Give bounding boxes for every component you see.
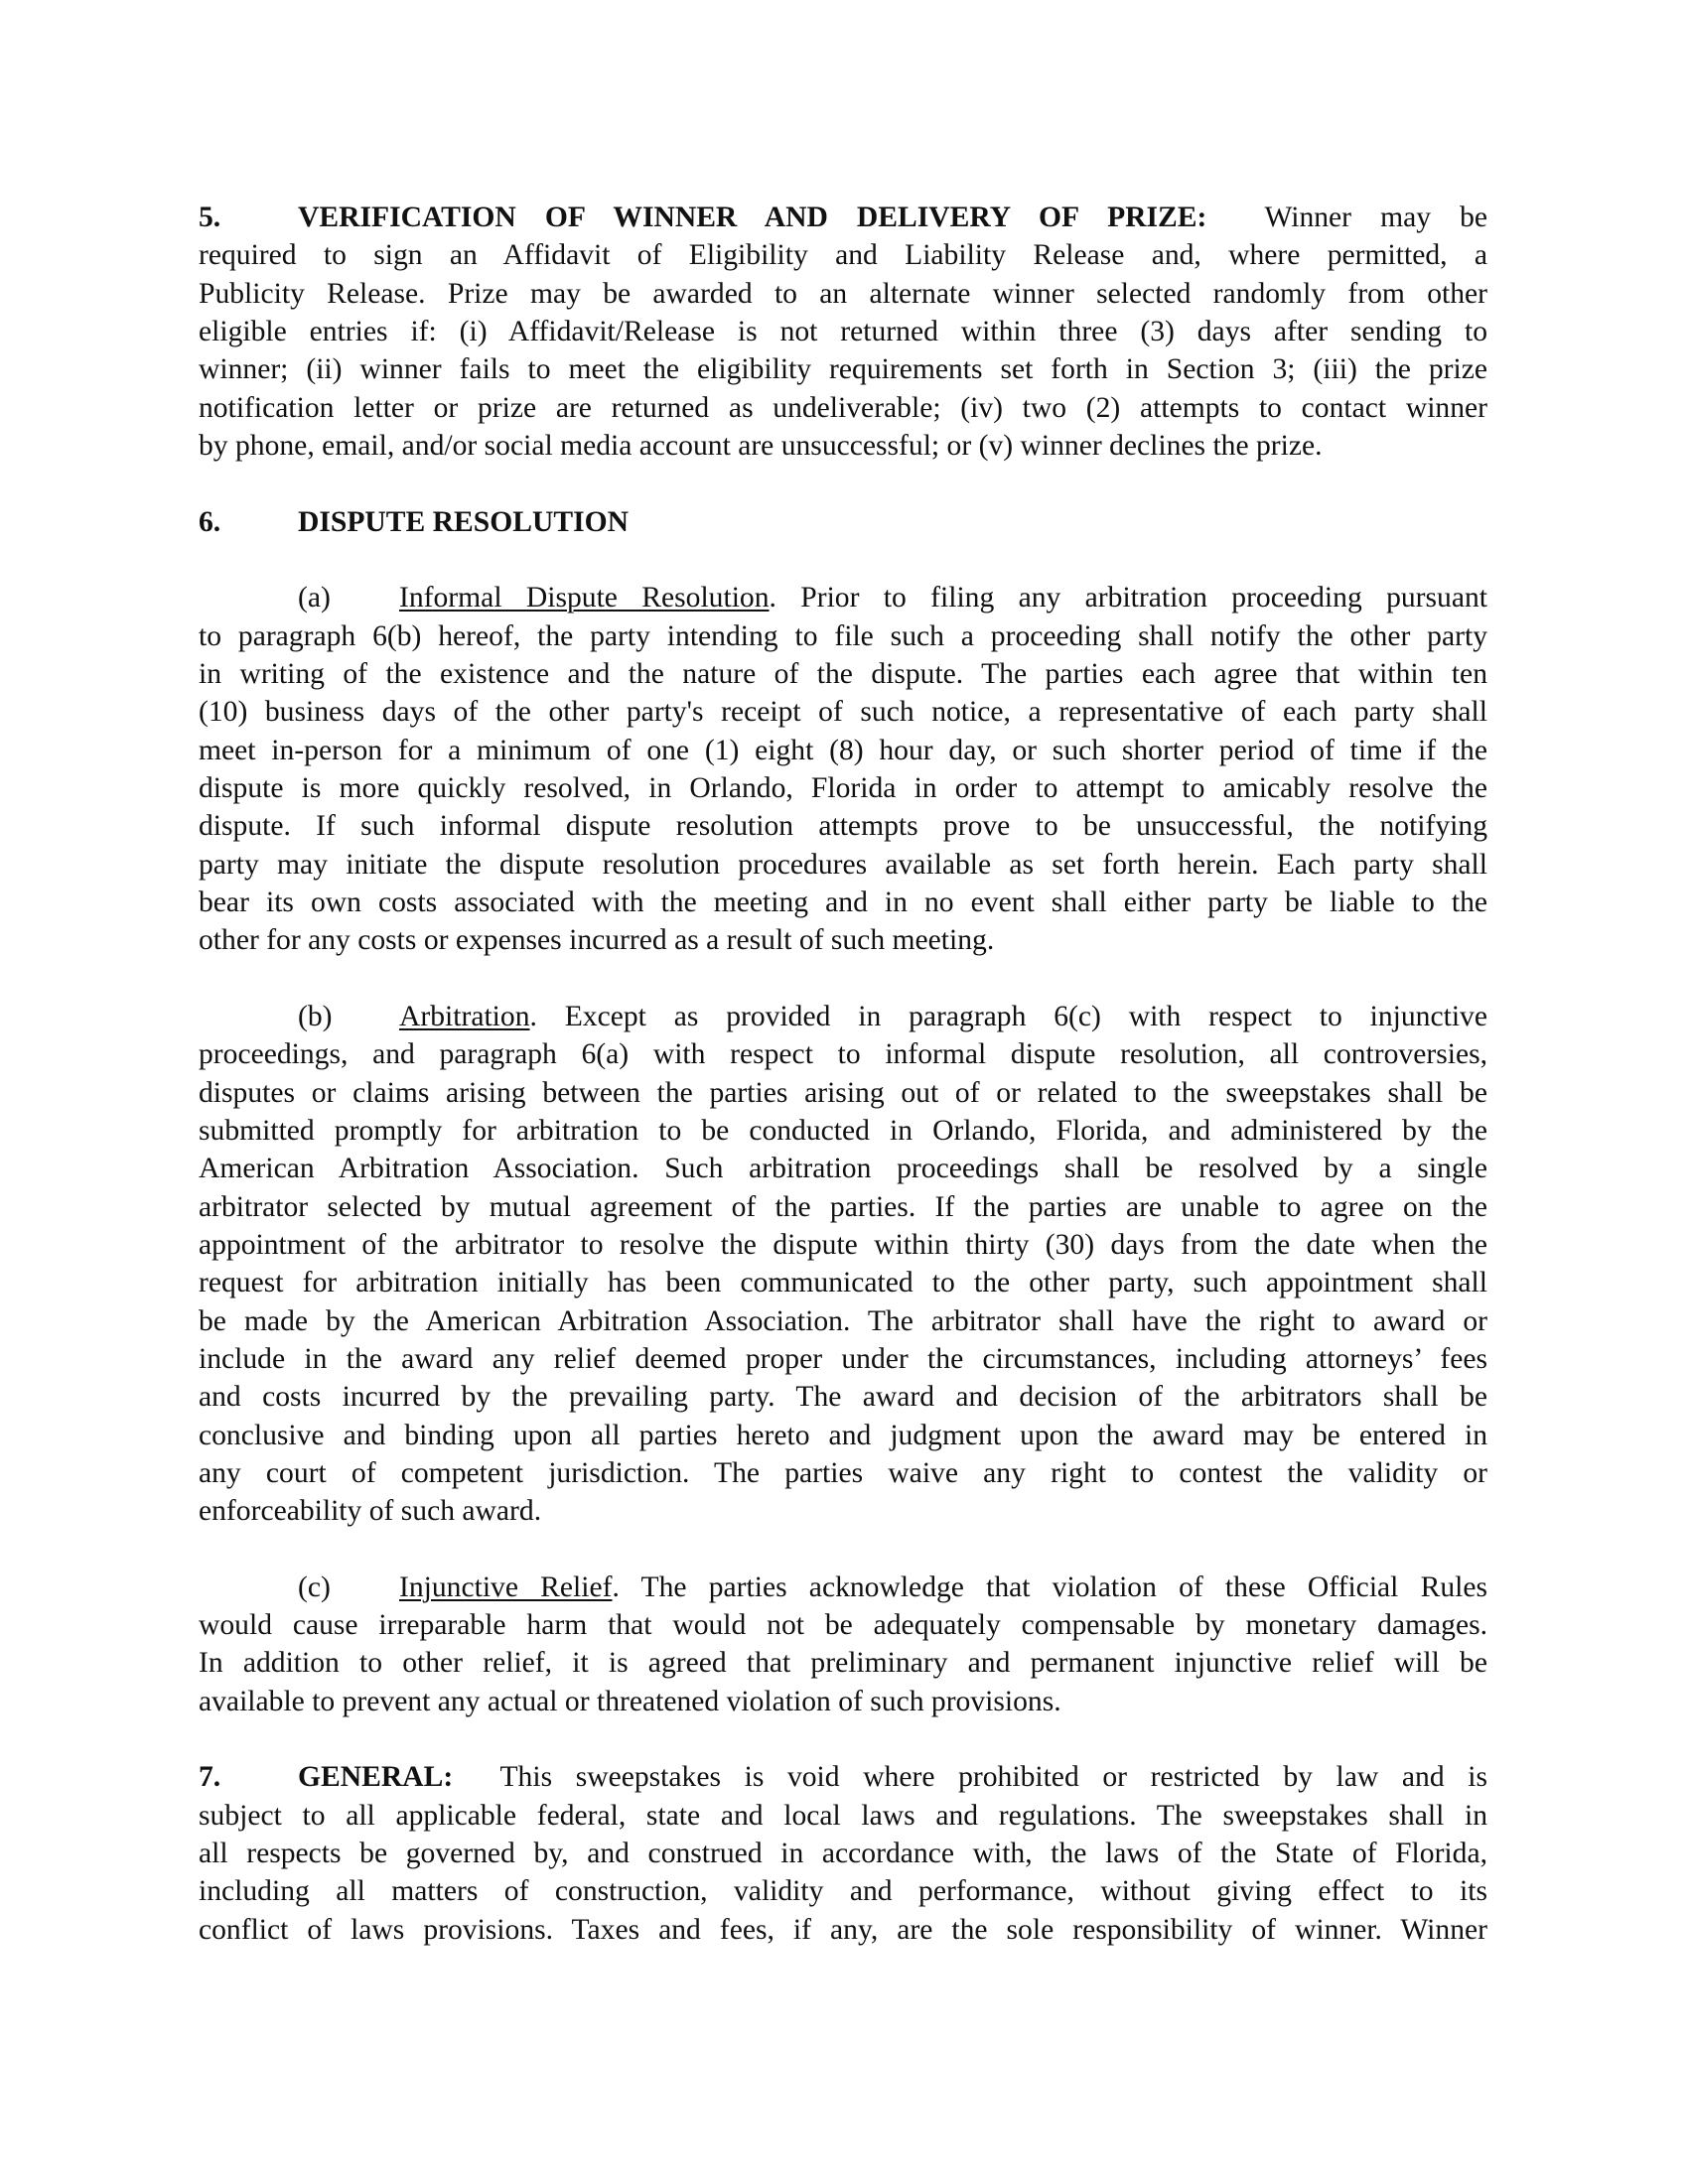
paragraph-line: any court of competent jurisdiction. The parties waive any right to contest the validity or: [199, 1456, 1487, 1489]
paragraph-line: arbitrator selected by mutual agreement of the parties. If the parties are unable to agree on the: [199, 1190, 1487, 1223]
subsection-label: (b): [298, 1000, 333, 1032]
subsection-first-line: [199, 1569, 1487, 1606]
spacer: [199, 960, 1487, 998]
subsection-first-line: [199, 579, 1487, 616]
section-heading: DISPUTE RESOLUTION: [298, 505, 630, 538]
paragraph-line: appointment of the arbitrator to resolve the dispute within thirty (30) days from the date when the: [199, 1228, 1487, 1261]
spacer: [199, 1530, 1487, 1568]
spacer: [199, 541, 1487, 579]
paragraph-line: dispute is more quickly resolved, in Orlando, Florida in order to attempt to amicably resolve the: [199, 771, 1487, 804]
paragraph-line: (10) business days of the other party's receipt of such notice, a representative of each party shall: [199, 696, 1487, 729]
paragraph-line: submitted promptly for arbitration to be conducted in Orlando, Florida, and administered by the: [199, 1114, 1487, 1147]
paragraph-line: proceedings, and paragraph 6(a) with respect to informal dispute resolution, all controversies,: [199, 1038, 1487, 1071]
paragraph-line: be made by the American Arbitration Association. The arbitrator shall have the right to award or: [199, 1304, 1487, 1337]
paragraph-line: include in the award any relief deemed proper under the circumstances, including attorneys’ fees: [199, 1342, 1487, 1375]
paragraph-line: would cause irreparable harm that would not be adequately compensable by monetary damages.: [199, 1609, 1487, 1642]
paragraph-line: notification letter or prize are returned as undeliverable; (iv) two (2) attempts to contact winner: [199, 391, 1487, 424]
paragraph-line: other for any costs or expenses incurred as a result of such meeting.: [199, 924, 995, 957]
paragraph-line: and costs incurred by the prevailing party. The award and decision of the arbitrators shall be: [199, 1381, 1487, 1414]
subsection-text: . The parties acknowledge that violation of these Official Rules: [612, 1570, 1487, 1603]
subsection-text: . Except as provided in paragraph 6(c) with respect to injunctive: [529, 1000, 1487, 1032]
section-6-heading-line: [199, 503, 1487, 541]
paragraph-line: bear its own costs associated with the meeting and in no event shall either party be liable to the: [199, 886, 1487, 918]
section-heading: VERIFICATION OF WINNER AND DELIVERY OF PRIZE:: [298, 202, 1207, 233]
spacer: [199, 1720, 1487, 1758]
subsection-6b: [199, 998, 1487, 1531]
subsection-6c: [199, 1569, 1487, 1720]
paragraph-line: winner; (ii) winner fails to meet the eligibility requirements set forth in Section 3; (iii) the prize: [199, 353, 1487, 386]
subsection-first-line: [199, 998, 1487, 1035]
paragraph-line: conflict of laws provisions. Taxes and fees, if any, are the sole responsibility of winner. Winner: [199, 1913, 1487, 1946]
paragraph-line: conclusive and binding upon all parties hereto and judgment upon the award may be entered in: [199, 1419, 1487, 1451]
paragraph-line: to paragraph 6(b) hereof, the party intending to file such a proceeding shall notify the other party: [199, 619, 1487, 652]
paragraph-line: including all matters of construction, validity and performance, without giving effect to its: [199, 1875, 1487, 1908]
section-heading: GENERAL:: [298, 1761, 454, 1794]
section-text: Winner may be: [1264, 202, 1488, 233]
subsection-title: Injunctive Relief: [399, 1570, 613, 1603]
paragraph-line: required to sign an Affidavit of Eligibility and Liability Release and, where permitted, a: [199, 239, 1487, 272]
paragraph-line: available to prevent any actual or threatened violation of such provisions.: [199, 1685, 1061, 1717]
subsection-title: Arbitration: [399, 1000, 530, 1032]
spacer: [199, 465, 1487, 502]
subsection-text: . Prior to filing any arbitration proceeding pursuant: [769, 582, 1487, 614]
subsection-label: (c): [298, 1570, 331, 1603]
paragraph-line: disputes or claims arising between the parties arising out of or related to the sweepstakes shall be: [199, 1076, 1487, 1109]
subsection-label: (a): [298, 582, 331, 614]
paragraph-line: by phone, email, and/or social media account are unsuccessful; or (v) winner declines the prize.: [199, 429, 1323, 462]
section-7: [199, 1758, 1487, 1949]
paragraph-line: meet in-person for a minimum of one (1) eight (8) hour day, or such shorter period of time if the: [199, 734, 1487, 766]
paragraph-line: subject to all applicable federal, state and local laws and regulations. The sweepstakes shall in: [199, 1799, 1487, 1832]
section-text: This sweepstakes is void where prohibited or restricted by law and is: [499, 1761, 1487, 1794]
section-number: 7.: [199, 1761, 221, 1794]
paragraph-line: dispute. If such informal dispute resolution attempts prove to be unsuccessful, the notifying: [199, 810, 1487, 843]
section-number: 6.: [199, 505, 221, 538]
paragraph-line: enforceability of such award.: [199, 1495, 542, 1528]
subsection-title: Informal Dispute Resolution: [399, 582, 770, 614]
section-number: 5.: [199, 202, 221, 233]
paragraph-line: eligible entries if: (i) Affidavit/Release is not returned within three (3) days after sending to: [199, 315, 1487, 347]
paragraph-line: request for arbitration initially has been communicated to the other party, such appointment shall: [199, 1267, 1487, 1299]
paragraph-line: in writing of the existence and the nature of the dispute. The parties each agree that within ten: [199, 657, 1487, 690]
paragraph-line: all respects be governed by, and construed in accordance with, the laws of the State of Florida,: [199, 1838, 1487, 1870]
subsection-6a: [199, 579, 1487, 959]
section-5-first-line: [199, 199, 1487, 236]
section-5: [199, 199, 1487, 465]
paragraph-line: American Arbitration Association. Such arbitration proceedings shall be resolved by a single: [199, 1153, 1487, 1185]
section-7-first-line: [199, 1758, 1487, 1796]
paragraph-line: party may initiate the dispute resolution procedures available as set forth herein. Each party shall: [199, 848, 1487, 881]
document-page: [199, 199, 1487, 1949]
paragraph-line: In addition to other relief, it is agreed that preliminary and permanent injunctive relief will be: [199, 1647, 1487, 1680]
paragraph-line: Publicity Release. Prize may be awarded to an alternate winner selected randomly from other: [199, 277, 1487, 310]
